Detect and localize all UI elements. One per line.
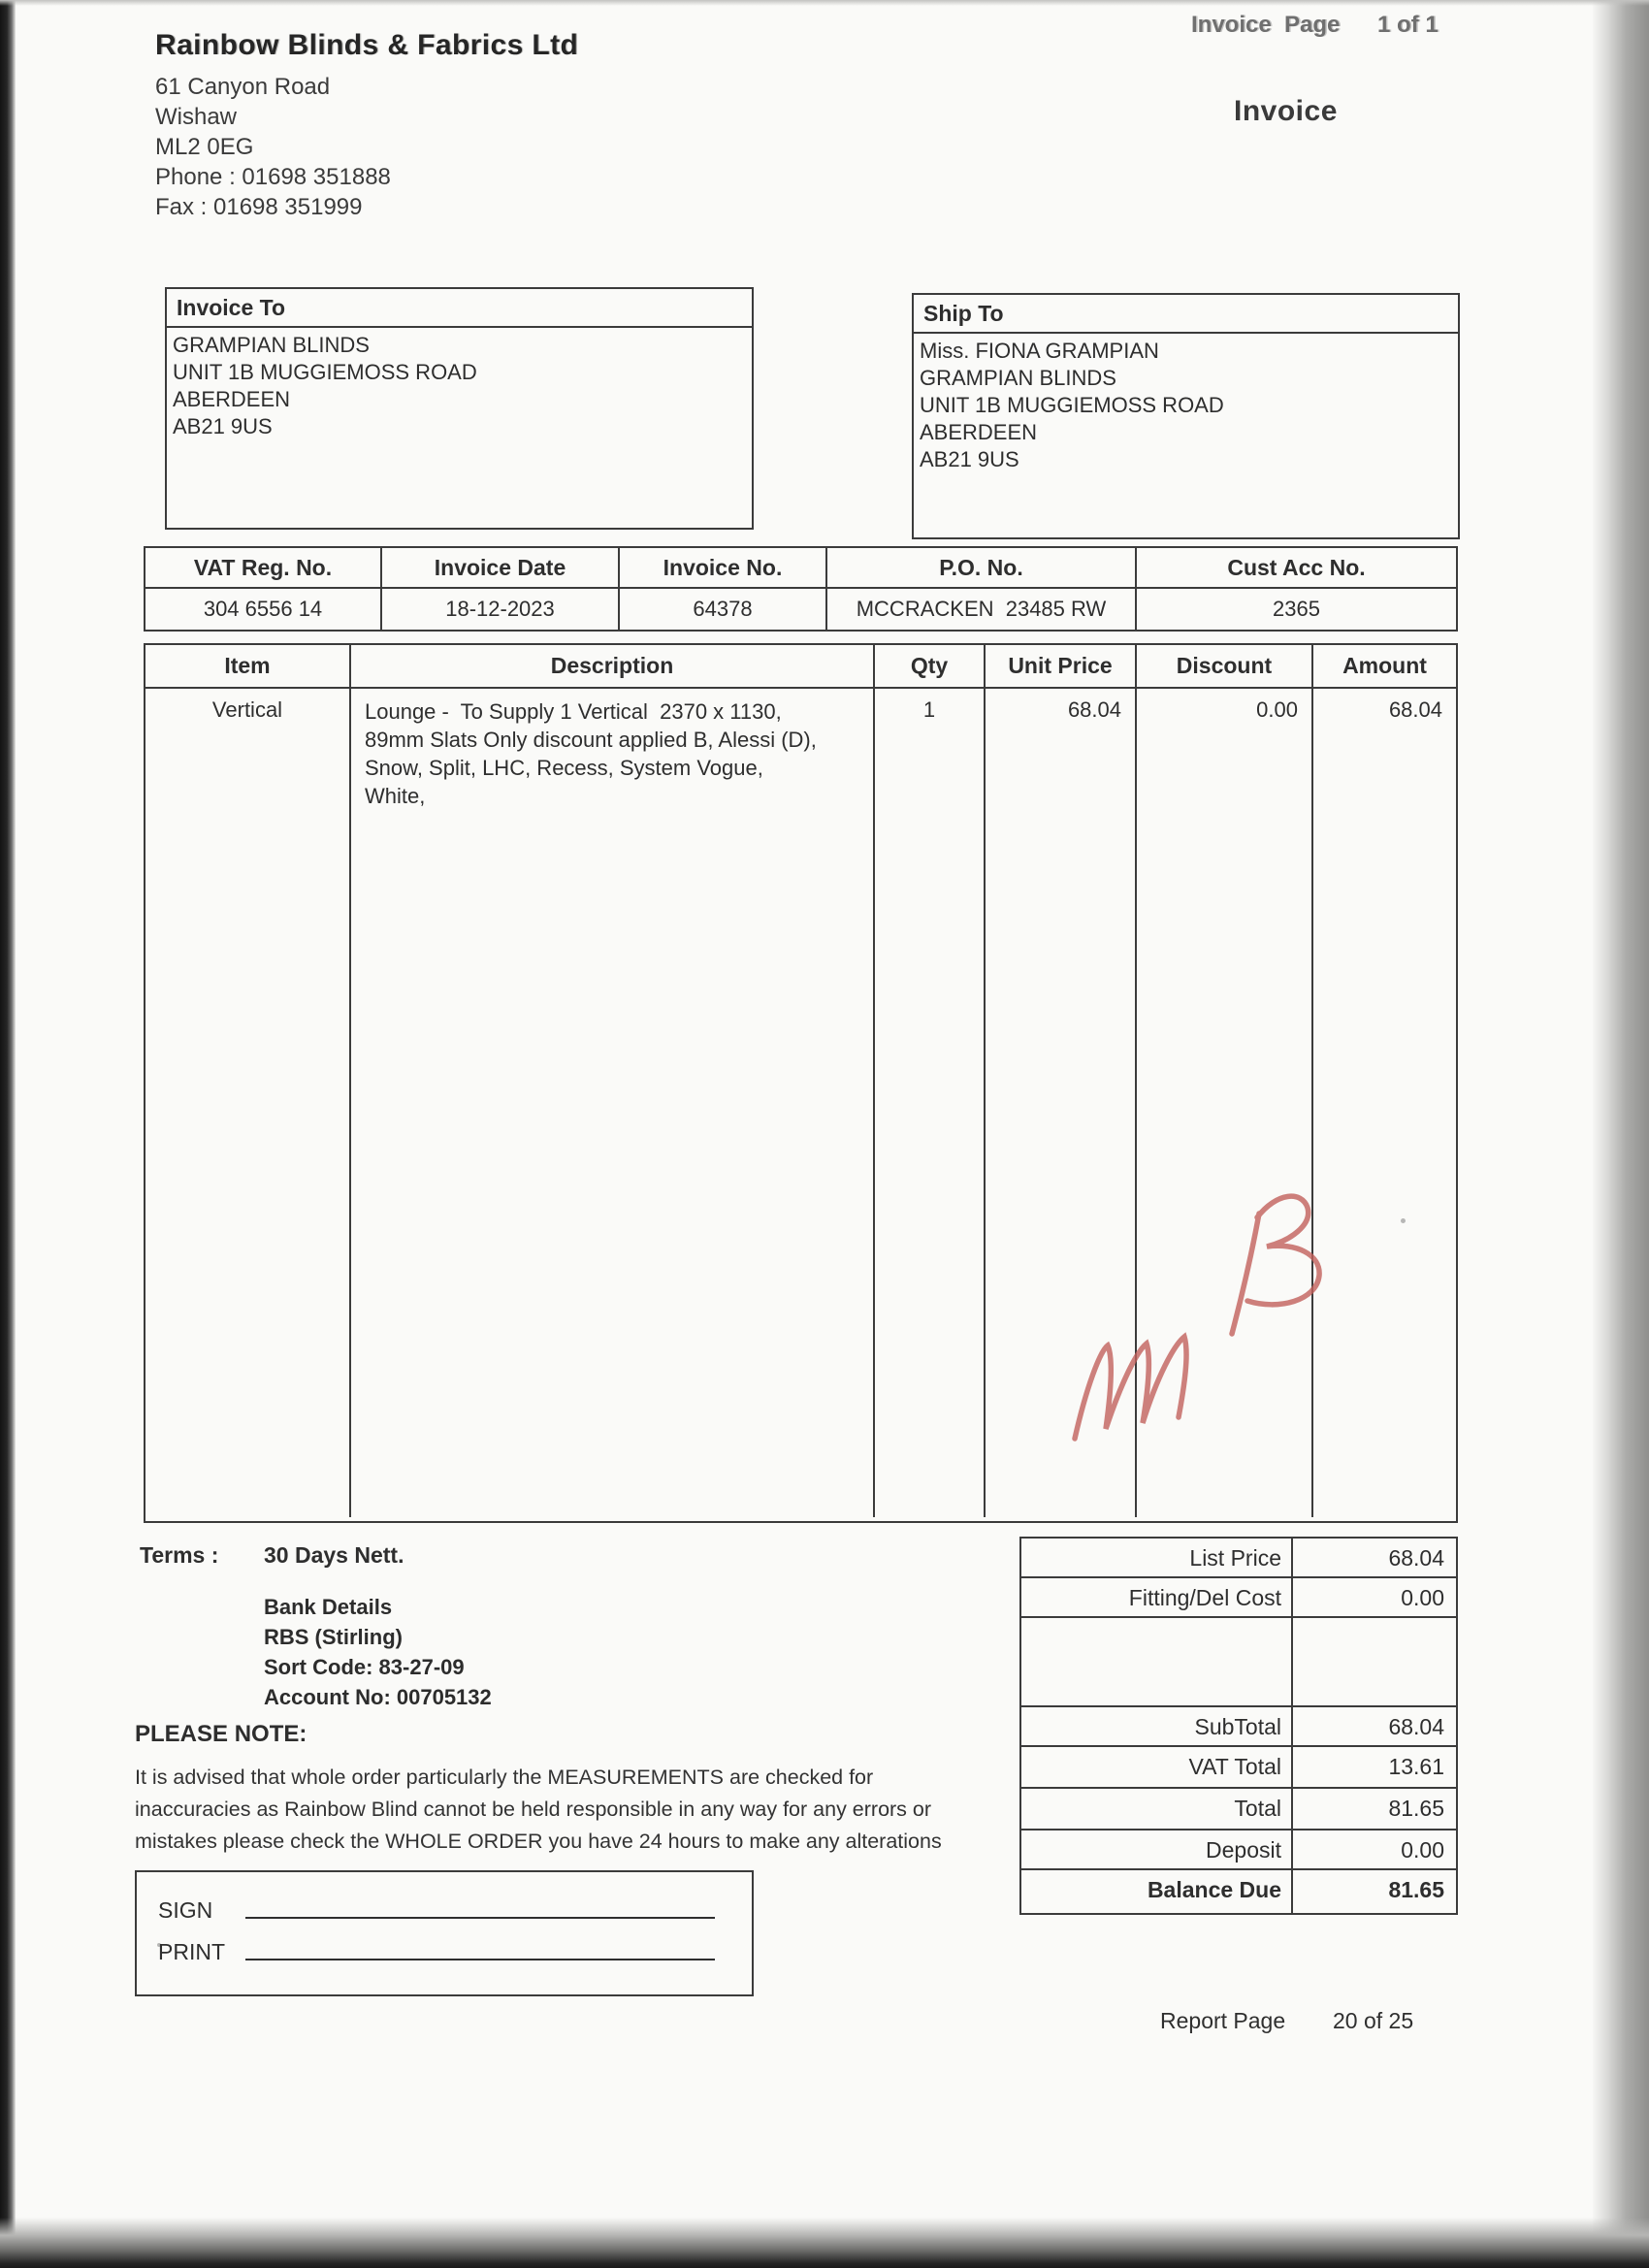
invoice-meta-table (144, 546, 1458, 632)
company-phone: Phone : 01698 351888 (155, 164, 391, 190)
totals-label: Balance Due (1021, 1870, 1293, 1913)
print-row (158, 1939, 715, 1965)
ship-to-box (912, 293, 1460, 539)
bank-details-title: Bank Details (264, 1595, 393, 1619)
scan-header-page-number: 1 of 1 (1377, 12, 1439, 38)
totals-value: 0.00 (1401, 1837, 1444, 1863)
totals-label: VAT Total (1021, 1747, 1293, 1787)
totals-row-balance-due (1021, 1870, 1456, 1913)
description-line: 89mm Slats Only discount applied B, Alessi (D), (365, 728, 817, 752)
company-name: Rainbow Blinds & Fabrics Ltd (155, 29, 579, 61)
invoice-to-line: UNIT 1B MUGGIEMOSS ROAD (173, 360, 477, 384)
totals-spacer-row (1021, 1618, 1456, 1707)
invoice-to-box (165, 287, 754, 530)
company-fax: Fax : 01698 351999 (155, 194, 363, 220)
meta-value-cust-acc: 2365 (1273, 597, 1320, 621)
totals-label: SubTotal (1021, 1707, 1293, 1745)
document-title: Invoice (1234, 95, 1338, 127)
discount-cell: 0.00 (1137, 689, 1313, 1517)
bank-name: RBS (Stirling) (264, 1625, 403, 1649)
items-header-unit-price: Unit Price (986, 645, 1137, 687)
scan-edge-top (0, 0, 1649, 6)
items-header-discount: Discount (1137, 645, 1313, 687)
meta-header-cust-acc: Cust Acc No. (1137, 548, 1456, 589)
meta-header-vat-reg: VAT Reg. No. (146, 548, 382, 589)
totals-value: 81.65 (1388, 1877, 1444, 1902)
items-header-amount: Amount (1342, 653, 1427, 678)
items-header-description: Description (351, 645, 875, 687)
scan-header-label: Invoice Page (1191, 12, 1341, 38)
scan-edge-right (1593, 0, 1649, 2268)
invoice-to-line: AB21 9US (173, 414, 273, 438)
company-address-line: Wishaw (155, 104, 238, 130)
invoice-to-line: ABERDEEN (173, 387, 291, 411)
sign-print-box (135, 1870, 754, 1996)
note-line: It is advised that whole order particularly the MEASUREMENTS are checked for (135, 1766, 874, 1789)
meta-value-invoice-no: 64378 (620, 589, 827, 630)
description-line: Snow, Split, LHC, Recess, System Vogue, (365, 756, 763, 780)
report-page-label: Report Page (1160, 2008, 1286, 2033)
totals-value: 81.65 (1388, 1796, 1444, 1821)
totals-value: 13.61 (1388, 1754, 1444, 1779)
item-cell: Vertical (146, 689, 351, 1517)
ship-to-address (914, 334, 1458, 473)
company-address-line: 61 Canyon Road (155, 74, 331, 100)
meta-header-invoice-date: Invoice Date (382, 548, 620, 589)
ship-to-line: UNIT 1B MUGGIEMOSS ROAD (920, 393, 1224, 417)
print-label: PRINT (158, 1939, 225, 1964)
description-line: Lounge - To Supply 1 Vertical 2370 x 1130, (365, 699, 782, 724)
totals-row-deposit (1021, 1831, 1456, 1870)
report-page-value: 20 of 25 (1333, 2008, 1414, 2033)
totals-row-fitting-del-cost (1021, 1578, 1456, 1618)
totals-value: 0.00 (1401, 1585, 1444, 1610)
totals-row-list-price (1021, 1539, 1456, 1578)
bank-details (264, 1592, 492, 1712)
meta-header-po-no: P.O. No. (827, 548, 1137, 589)
please-note-title: PLEASE NOTE: (135, 1721, 307, 1747)
ship-to-label: Ship To (914, 295, 1458, 334)
terms-value: 30 Days Nett. (264, 1542, 404, 1568)
sign-row (158, 1897, 715, 1924)
scan-speck (1401, 1218, 1406, 1223)
bank-sort-code: Sort Code: 83-27-09 (264, 1655, 465, 1679)
totals-row-vat-total (1021, 1747, 1456, 1789)
please-note-body (135, 1762, 942, 1858)
sign-line (245, 1916, 715, 1919)
sign-label: SIGN (158, 1897, 213, 1923)
ship-to-line: GRAMPIAN BLINDS (920, 366, 1116, 390)
line-items-header (146, 645, 1456, 689)
totals-row-subtotal (1021, 1707, 1456, 1747)
meta-value-vat-reg: 304 6556 14 (146, 589, 382, 630)
ship-to-line: AB21 9US (920, 447, 1019, 471)
unit-price-cell: 68.04 (986, 689, 1137, 1517)
totals-box (1019, 1537, 1458, 1915)
bank-account-no: Account No: 00705132 (264, 1685, 492, 1709)
company-address-line: ML2 0EG (155, 134, 254, 160)
ship-to-line: ABERDEEN (920, 420, 1038, 444)
meta-value-po-no: MCCRACKEN 23485 RW (827, 589, 1137, 630)
invoice-to-address (167, 328, 752, 440)
terms-label: Terms : (140, 1542, 219, 1568)
totals-label: Fitting/Del Cost (1021, 1578, 1293, 1616)
meta-value-invoice-date: 18-12-2023 (382, 589, 620, 630)
totals-value: 68.04 (1388, 1545, 1444, 1571)
note-line: inaccuracies as Rainbow Blind cannot be held responsible in any way for any errors or (135, 1798, 932, 1821)
totals-label: Total (1021, 1789, 1293, 1829)
description-line: White, (365, 784, 426, 808)
invoice-to-line: GRAMPIAN BLINDS (173, 333, 370, 357)
totals-label: List Price (1021, 1539, 1293, 1576)
qty-cell: 1 (875, 689, 986, 1517)
totals-row-total (1021, 1789, 1456, 1831)
note-line: mistakes please check the WHOLE ORDER you have 24 hours to make any alterations (135, 1830, 942, 1853)
handwritten-initials-signature (1057, 1179, 1348, 1465)
ship-to-line: Miss. FIONA GRAMPIAN (920, 339, 1159, 363)
totals-label: Deposit (1021, 1831, 1293, 1868)
company-address (155, 72, 391, 222)
items-header-item: Item (146, 645, 351, 687)
description-cell (351, 689, 875, 1517)
print-line (245, 1958, 715, 1960)
items-header-qty: Qty (875, 645, 986, 687)
totals-value: 68.04 (1388, 1714, 1444, 1739)
amount-cell: 68.04 (1388, 697, 1442, 722)
meta-header-invoice-no: Invoice No. (620, 548, 827, 589)
scan-edge-left (0, 0, 16, 2268)
invoice-to-label: Invoice To (167, 289, 752, 328)
scan-edge-bottom (0, 2218, 1649, 2268)
